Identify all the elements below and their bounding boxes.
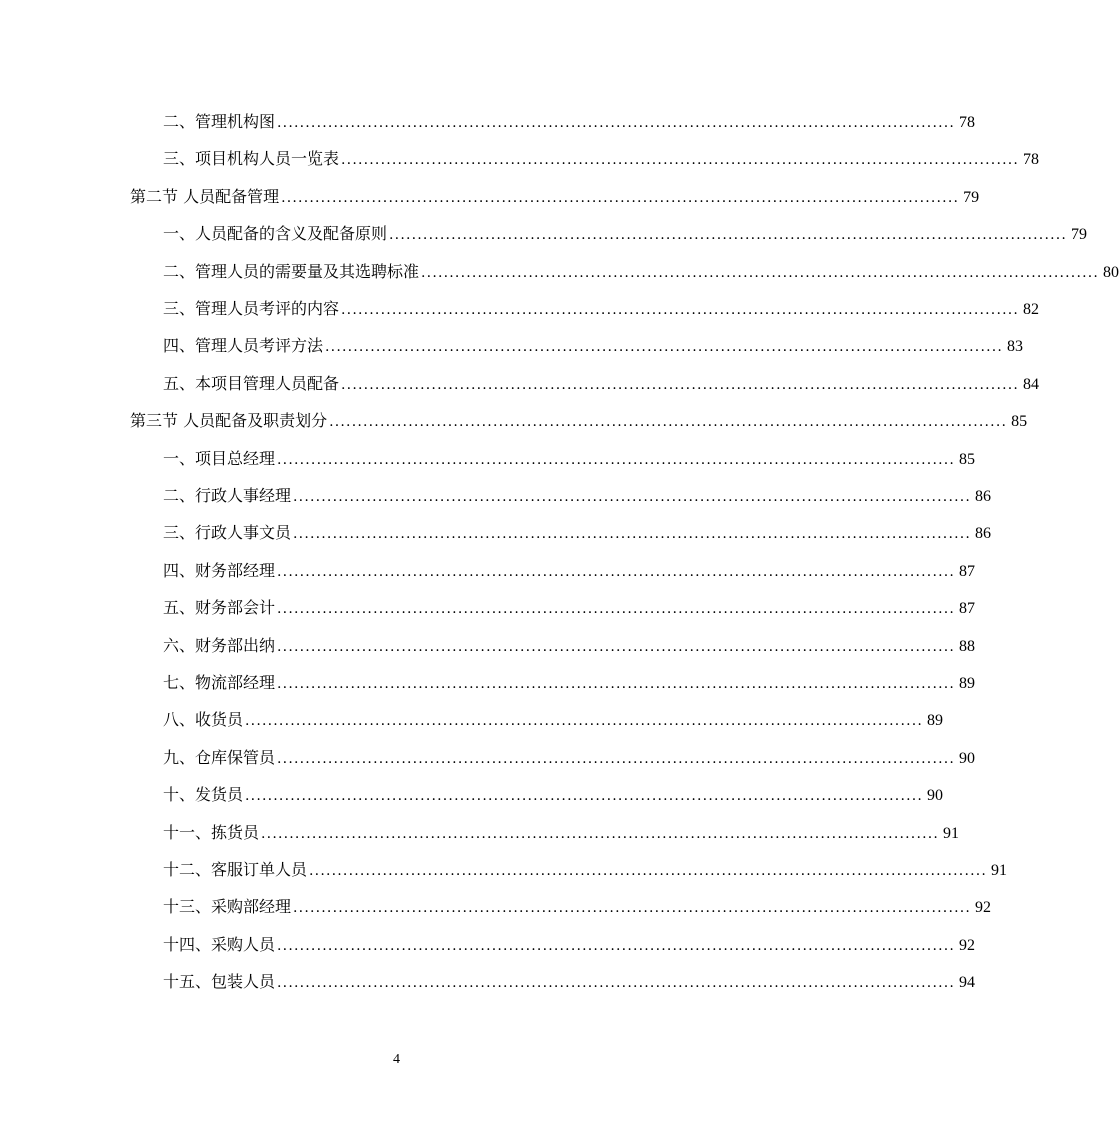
toc-item-entry[interactable] bbox=[163, 260, 1119, 284]
toc-entry-label: 十三、采购部经理 bbox=[163, 897, 292, 917]
page-number: 4 bbox=[393, 1052, 400, 1067]
toc-entry-page-number: 91 bbox=[991, 862, 1008, 879]
toc-entry-page-number: 79 bbox=[963, 188, 980, 206]
toc-entry-page-number: 82 bbox=[1023, 301, 1040, 318]
toc-entry-label: 一、人员配备的含义及配备原则 bbox=[163, 224, 388, 244]
toc-entry-page-number: 92 bbox=[959, 936, 976, 954]
toc-item-entry[interactable] bbox=[163, 746, 976, 770]
toc-entry-page-number: 85 bbox=[959, 450, 976, 468]
toc-entry-label: 十一、拣货员 bbox=[163, 822, 260, 842]
toc-entry-label: 四、财务部经理 bbox=[163, 560, 276, 580]
toc-entry-page-number: 86 bbox=[975, 488, 992, 505]
toc-entry-page-number: 85 bbox=[1011, 413, 1028, 431]
toc-item-entry[interactable] bbox=[163, 334, 1024, 358]
toc-dot-leader: ........................................................................................................................ bbox=[277, 563, 956, 580]
toc-item-entry[interactable] bbox=[163, 933, 976, 957]
toc-dot-leader: ........................................................................................................................ bbox=[245, 788, 924, 805]
toc-item-entry[interactable] bbox=[163, 521, 992, 545]
toc-dot-leader: ........................................................................................................................ bbox=[325, 339, 1004, 356]
toc-entry-page-number: 89 bbox=[927, 712, 944, 730]
toc-entry-label: 二、管理人员的需要量及其选聘标准 bbox=[163, 261, 420, 281]
toc-dot-leader: ........................................................................................................................ bbox=[341, 152, 1020, 169]
toc-entry-label: 五、本项目管理人员配备 bbox=[163, 373, 340, 393]
toc-dot-leader: ........................................................................................................................ bbox=[277, 115, 956, 131]
toc-item-entry[interactable] bbox=[163, 858, 1008, 882]
toc-entry-label: 二、行政人事经理 bbox=[163, 486, 292, 505]
toc-dot-leader: ........................................................................................................................ bbox=[281, 189, 960, 206]
toc-item-entry[interactable] bbox=[163, 447, 976, 471]
toc-entry-label: 三、项目机构人员一览表 bbox=[163, 149, 340, 169]
toc-entry-label: 第三节 人员配备及职责划分 bbox=[130, 411, 328, 431]
toc-entry-page-number: 87 bbox=[959, 562, 976, 580]
toc-entry-label: 十、发货员 bbox=[163, 785, 244, 805]
toc-item-entry[interactable] bbox=[163, 708, 944, 732]
toc-entry-label: 一、项目总经理 bbox=[163, 448, 276, 468]
toc-entry-page-number: 92 bbox=[975, 899, 992, 917]
toc-entry-label: 十四、采购人员 bbox=[163, 934, 276, 954]
toc-entry-page-number: 79 bbox=[1071, 226, 1088, 244]
toc-entry-label: 二、管理机构图 bbox=[163, 112, 276, 131]
toc-item-entry[interactable] bbox=[163, 821, 960, 845]
toc-entry-label: 十五、包装人员 bbox=[163, 972, 276, 992]
toc-entry-label: 三、管理人员考评的内容 bbox=[163, 299, 340, 318]
toc-entry-page-number: 80 bbox=[1103, 263, 1119, 281]
toc-dot-leader: ........................................................................................................................ bbox=[293, 489, 972, 505]
toc-entry-page-number: 94 bbox=[959, 974, 976, 992]
toc-item-entry[interactable] bbox=[163, 671, 976, 695]
toc-entry-page-number: 91 bbox=[943, 824, 960, 842]
toc-section-entry[interactable] bbox=[130, 409, 1028, 433]
toc-item-entry[interactable] bbox=[163, 596, 976, 620]
toc-item-entry[interactable] bbox=[163, 895, 992, 919]
toc-item-entry[interactable] bbox=[163, 110, 976, 134]
toc-dot-leader: ........................................................................................................................ bbox=[277, 638, 956, 655]
toc-dot-leader: ........................................................................................................................ bbox=[277, 676, 956, 692]
toc-entry-page-number: 88 bbox=[959, 637, 976, 655]
toc-entry-label: 十二、客服订单人员 bbox=[163, 860, 308, 879]
toc-entry-label: 八、收货员 bbox=[163, 710, 244, 730]
toc-item-entry[interactable] bbox=[163, 634, 976, 658]
toc-entry-label: 四、管理人员考评方法 bbox=[163, 336, 324, 356]
toc-dot-leader: ........................................................................................................................ bbox=[421, 264, 1100, 281]
toc-dot-leader: ........................................................................................................................ bbox=[277, 451, 956, 468]
toc-dot-leader: ........................................................................................................................ bbox=[309, 863, 988, 879]
toc-entry-page-number: 86 bbox=[975, 525, 992, 543]
toc-item-entry[interactable] bbox=[163, 559, 976, 583]
toc-entry-page-number: 87 bbox=[959, 600, 976, 618]
toc-dot-leader: ........................................................................................................................ bbox=[341, 376, 1020, 393]
toc-dot-leader: ........................................................................................................................ bbox=[261, 825, 940, 842]
toc-item-entry[interactable] bbox=[163, 222, 1088, 246]
toc-entry-page-number: 89 bbox=[959, 675, 976, 692]
toc-item-entry[interactable] bbox=[163, 297, 1040, 321]
toc-entry-label: 七、物流部经理 bbox=[163, 673, 276, 692]
toc-dot-leader: ........................................................................................................................ bbox=[277, 750, 956, 767]
toc-entry-page-number: 84 bbox=[1023, 375, 1040, 393]
toc-entry-page-number: 90 bbox=[959, 749, 976, 767]
toc-entry-label: 第二节 人员配备管理 bbox=[130, 186, 280, 206]
toc-dot-leader: ........................................................................................................................ bbox=[245, 713, 924, 730]
toc-dot-leader: ........................................................................................................................ bbox=[277, 937, 956, 954]
toc-item-entry[interactable] bbox=[163, 484, 992, 508]
toc-entry-page-number: 78 bbox=[959, 114, 976, 131]
toc-entry-label: 九、仓库保管员 bbox=[163, 747, 276, 767]
toc-entry-label: 五、财务部会计 bbox=[163, 598, 276, 618]
toc-dot-leader: ........................................................................................................................ bbox=[329, 414, 1008, 431]
toc-entry-label: 三、行政人事文员 bbox=[163, 523, 292, 543]
toc-item-entry[interactable] bbox=[163, 970, 976, 994]
toc-dot-leader: ........................................................................................................................ bbox=[341, 302, 1020, 318]
toc-item-entry[interactable] bbox=[163, 147, 1040, 171]
toc-dot-leader: ........................................................................................................................ bbox=[389, 227, 1068, 244]
toc-dot-leader: ........................................................................................................................ bbox=[277, 601, 956, 618]
toc-dot-leader: ........................................................................................................................ bbox=[293, 900, 972, 917]
toc-entry-page-number: 83 bbox=[1007, 338, 1024, 356]
toc-dot-leader: ........................................................................................................................ bbox=[293, 526, 972, 543]
toc-item-entry[interactable] bbox=[163, 372, 1040, 396]
toc-item-entry[interactable] bbox=[163, 783, 944, 807]
toc-entry-label: 六、财务部出纳 bbox=[163, 635, 276, 655]
toc-entry-page-number: 78 bbox=[1023, 151, 1040, 169]
toc-section-entry[interactable] bbox=[130, 185, 980, 209]
toc-dot-leader: ........................................................................................................................ bbox=[277, 975, 956, 992]
toc-entry-page-number: 90 bbox=[927, 787, 944, 805]
